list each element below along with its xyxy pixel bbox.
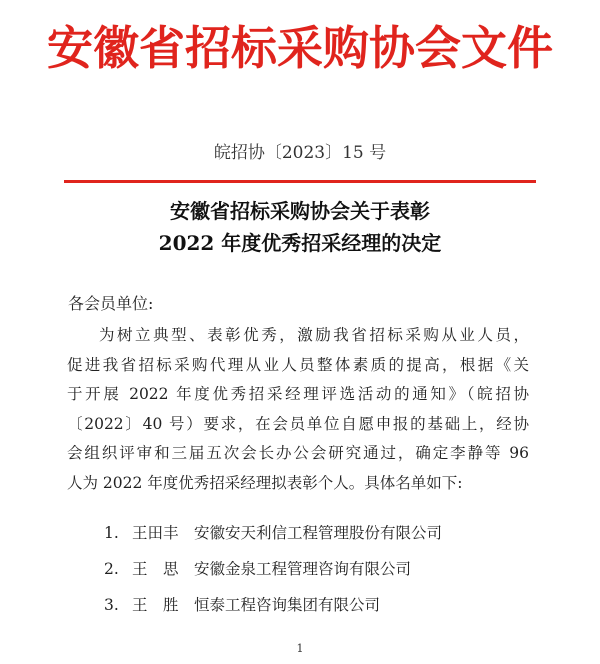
decision-title: [0, 195, 600, 259]
page-number: 1: [296, 642, 304, 655]
body-paragraph: [67, 321, 529, 498]
document-number: 皖招协〔2023〕15 号: [213, 143, 387, 163]
body-line: 促进我省招标采购代理从业人员整体素质的提高，根据《关: [67, 355, 529, 374]
decision-title-line-2: 2022 年度优秀招采经理的决定: [158, 231, 442, 255]
list-item-number: 2.: [104, 560, 119, 578]
list-item: [104, 515, 442, 551]
body-line: 〔2022〕40 号）要求，在会员单位自愿申报的基础上，经协: [67, 414, 529, 433]
body-line: 人为 2022 年度优秀招采经理拟表彰个人。具体名单如下:: [67, 473, 463, 492]
list-item-name: 王 胜: [132, 596, 179, 614]
list-item: [104, 587, 442, 623]
body-line: 会组织评审和三届五次会长办公会研究通过，确定李静等 96: [67, 444, 529, 462]
org-header-title: 安徽省招标采购协会文件: [47, 21, 553, 75]
body-line: 于开展 2022 年度优秀招采经理评选活动的通知》（皖招协: [67, 385, 529, 403]
list-item-company: 安徽安天利信工程管理股份有限公司: [194, 524, 443, 542]
list-item-name: 王 思: [132, 560, 179, 578]
decision-title-line-1: 安徽省招标采购协会关于表彰: [170, 199, 430, 223]
awardee-list: [104, 515, 442, 623]
red-divider: [64, 180, 536, 183]
list-item-company: 恒泰工程咨询集团有限公司: [194, 596, 381, 614]
list-item-company: 安徽金泉工程管理咨询有限公司: [194, 560, 412, 578]
list-item-number: 3.: [104, 596, 119, 614]
list-item: [104, 551, 442, 587]
salutation: 各会员单位:: [68, 294, 154, 313]
list-item-name: 王田丰: [132, 524, 179, 542]
list-item-number: 1.: [104, 524, 119, 542]
body-line: 为树立典型、表彰优秀，激励我省招标采购从业人员，: [99, 326, 529, 344]
